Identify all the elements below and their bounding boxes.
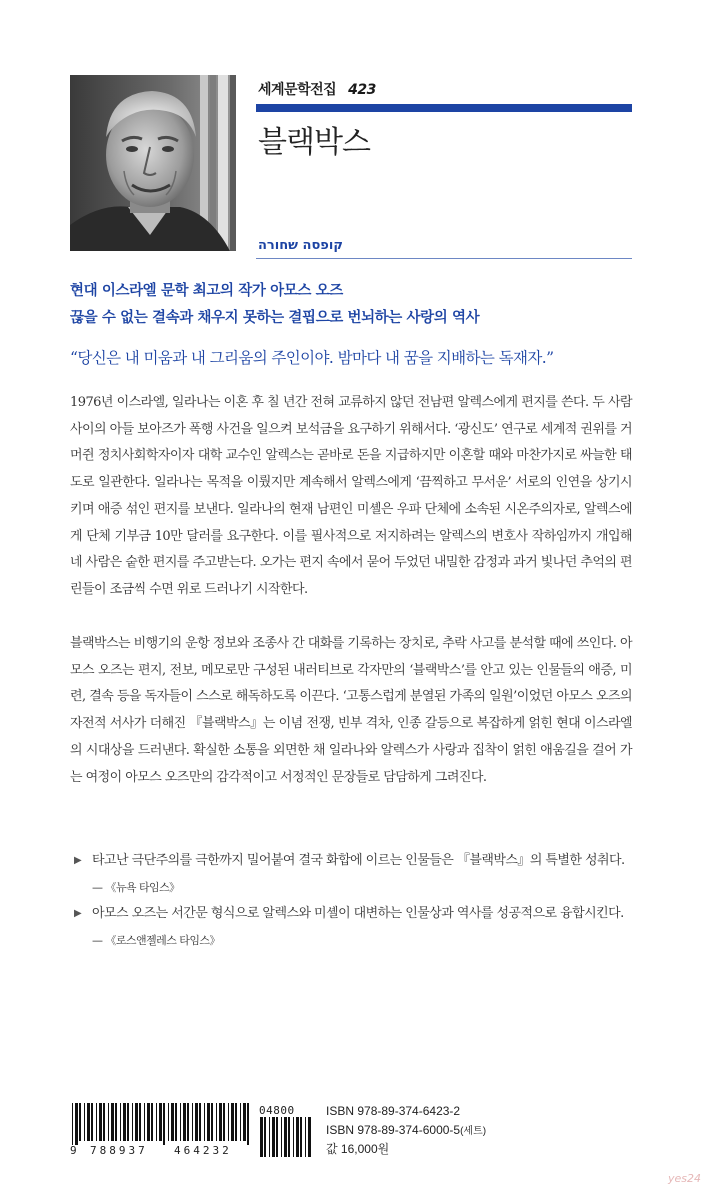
- barcode-bar: [79, 1103, 81, 1141]
- barcode-bar: [247, 1103, 249, 1145]
- barcode-bar: [120, 1103, 121, 1141]
- barcode-bar: [207, 1103, 210, 1141]
- isbn-set: [326, 1122, 486, 1137]
- title-divider: [256, 258, 632, 259]
- original-title: קופסה שחורה: [258, 238, 343, 253]
- barcode-bar: [269, 1117, 270, 1157]
- barcode-bar: [144, 1103, 145, 1141]
- tagline-2: 끊을 수 없는 결속과 채우지 못하는 결핍으로 번뇌하는 사랑의 역사: [70, 310, 480, 326]
- barcode-bar: [87, 1103, 90, 1141]
- barcode-bar: [151, 1103, 153, 1141]
- barcode-bar: [272, 1117, 275, 1157]
- top-accent-bar: [256, 104, 632, 112]
- barcode-bar: [300, 1117, 302, 1157]
- tagline-1: 현대 이스라엘 문학 최고의 작가 아모스 오즈: [70, 283, 343, 299]
- barcode-bar: [127, 1103, 129, 1141]
- barcode-bar: [111, 1103, 114, 1141]
- barcode-left-group: 788937: [90, 1144, 148, 1157]
- watermark: yes24: [668, 1172, 702, 1185]
- price: 값 16,000원: [326, 1142, 390, 1156]
- barcode-bar: [103, 1103, 105, 1141]
- barcode-bar: [235, 1103, 237, 1141]
- barcode-bar: [284, 1117, 287, 1157]
- review-item: [70, 848, 632, 901]
- barcode-bar: [147, 1103, 150, 1141]
- barcode-lead-digit: 9: [70, 1144, 77, 1157]
- barcode-bar: [260, 1117, 263, 1157]
- book-title: 블랙박스: [258, 125, 370, 160]
- series-name: 세계문학전집: [258, 82, 337, 98]
- barcode-bar: [231, 1103, 234, 1141]
- barcode-right-group: 464232: [174, 1144, 232, 1157]
- barcode-bar: [243, 1103, 246, 1141]
- isbn-primary: ISBN 978-89-374-6423-2: [326, 1104, 461, 1118]
- barcode-bar: [72, 1103, 73, 1145]
- synopsis-paragraph-2: 블랙박스는 비행기의 운항 정보와 조종사 간 대화를 기록하는 장치로, 추락 사고를 분석할 때에 쓰인다. 아모스 오즈는 편지, 전보, 메모로만 구성된 내러티브로 각자만의 ‘블랙박스’를 안고 있는 인물들의 애증, 미련, 결속 등을 독자들이 스스로 해독하도록 이끈다. ‘고통스럽게 분열된 가족의 일원’이었던 아모스 오즈의 자전적 서사가 더해진 『블랙박스』는 이념 전쟁, 빈부 격차, 인종 갈등으로 복잡하게 얽힌 현대 이스라엘의 시대상을 드러낸다. 확실한 소통을 외면한 채 일라나와 알렉스가 사랑과 집착이 얽힌 애움길을 걸어 가는 여정이 아모스 오즈만의 감각적이고 서정적인 문장들로 담담하게 그려진다.: [70, 636, 632, 785]
- review-text: 타고난 극단주의를 극한까지 밀어붙여 결국 화합에 이르는 인물들은 『블랙박스』의 특별한 성취다.: [92, 853, 625, 868]
- barcode-bar: [91, 1103, 93, 1141]
- barcode-bar: [288, 1117, 290, 1157]
- barcode-bar: [293, 1117, 294, 1157]
- barcode-bar: [204, 1103, 205, 1141]
- barcode-bar: [168, 1103, 169, 1141]
- barcode-bar: [156, 1103, 157, 1141]
- addon-barcode: [258, 1117, 312, 1161]
- barcode-bar: [219, 1103, 222, 1141]
- review-source: — 《뉴욕 타임스》: [92, 880, 180, 894]
- barcode-bar: [75, 1103, 78, 1145]
- barcode-bar: [108, 1103, 109, 1141]
- barcode-bar: [96, 1103, 97, 1141]
- barcode-bar: [211, 1103, 213, 1141]
- barcode-bar: [84, 1103, 85, 1141]
- barcode-bar: [228, 1103, 229, 1141]
- barcode-bar: [123, 1103, 126, 1141]
- barcode-bar: [216, 1103, 217, 1141]
- isbn-set-number: ISBN 978-89-374-6000-5: [326, 1123, 461, 1137]
- barcode-bar: [163, 1103, 165, 1145]
- review-item: [70, 901, 632, 954]
- barcode-bar: [171, 1103, 174, 1141]
- triangle-bullet-icon: ▶: [74, 855, 82, 866]
- barcode-bar: [187, 1103, 189, 1141]
- review-text: 아모스 오즈는 서간문 형식으로 알렉스와 미셸이 대변하는 인물상과 역사를 성공적으로 융합시킨다.: [92, 906, 624, 922]
- barcode-bar: [223, 1103, 225, 1141]
- barcode-bar: [296, 1117, 299, 1157]
- barcode-bar: [180, 1103, 181, 1141]
- isbn-set-label: (세트): [460, 1126, 487, 1137]
- barcode-bar: [308, 1117, 311, 1157]
- barcode-bar: [99, 1103, 102, 1141]
- barcode-bar: [305, 1117, 306, 1157]
- barcode-bar: [183, 1103, 186, 1141]
- triangle-bullet-icon: ▶: [74, 908, 82, 920]
- barcode-bar: [135, 1103, 138, 1141]
- barcode-bar: [195, 1103, 198, 1141]
- barcode-bar: [159, 1103, 162, 1141]
- pull-quote: “당신은 내 미움과 내 그리움의 주인이야. 밤마다 내 꿈을 지배하는 독재자.”: [70, 349, 554, 367]
- barcode-bar: [175, 1103, 177, 1141]
- barcode-bar: [281, 1117, 282, 1157]
- barcode-bar: [264, 1117, 266, 1157]
- barcode-bar: [139, 1103, 141, 1141]
- series-number: 423: [348, 82, 376, 98]
- barcode-bar: [115, 1103, 117, 1141]
- barcode-bar: [132, 1103, 133, 1141]
- review-list: [70, 848, 632, 955]
- barcode-bar: [240, 1103, 241, 1141]
- synopsis-paragraph-1: 1976년 이스라엘, 일라나는 이혼 후 칠 년간 전혀 교류하지 않던 전남편 알렉스에게 편지를 쓴다. 두 사람 사이의 아들 보아즈가 폭행 사건을 일으켜 보석금을 요구하기 위해서다. ‘광신도’ 연구로 세계적 권위를 거머쥔 정치사회학자이자 대학 교수인 알렉스는 곧바로 돈을 지급하지만 이혼할 때와 마찬가지로 싸늘한 태도로 일관한다. 일라나는 목적을 이뤘지만 계속해서 알렉스에게 ‘끔찍하고 무서운’ 서로의 인연을 상기시키며 애증 섞인 편지를 보낸다. 일라나의 현재 남편인 미셸은 우파 단체에 소속된 시온주의자로, 알렉스에게 단체 기부금 10만 달러를 요구한다. 이를 필사적으로 저지하려는 알렉스의 변호사 작하임까지 개입해 네 사람은 숱한 편지를 주고받는다. 오가는 편지 속에서 묻어 두었던 내밀한 감정과 과거 빛나던 추억의 편린들이 조금씩 수면 위로 드러나기 시작한다.: [70, 395, 632, 597]
- barcode-bar: [276, 1117, 278, 1157]
- barcode-bar: [199, 1103, 201, 1141]
- series-label: [258, 79, 376, 99]
- review-source: — 《로스앤젤레스 타임스》: [92, 934, 220, 948]
- barcode-bar: [192, 1103, 193, 1141]
- author-photo: [70, 75, 236, 251]
- barcode-addon-digits: 04800: [259, 1104, 295, 1117]
